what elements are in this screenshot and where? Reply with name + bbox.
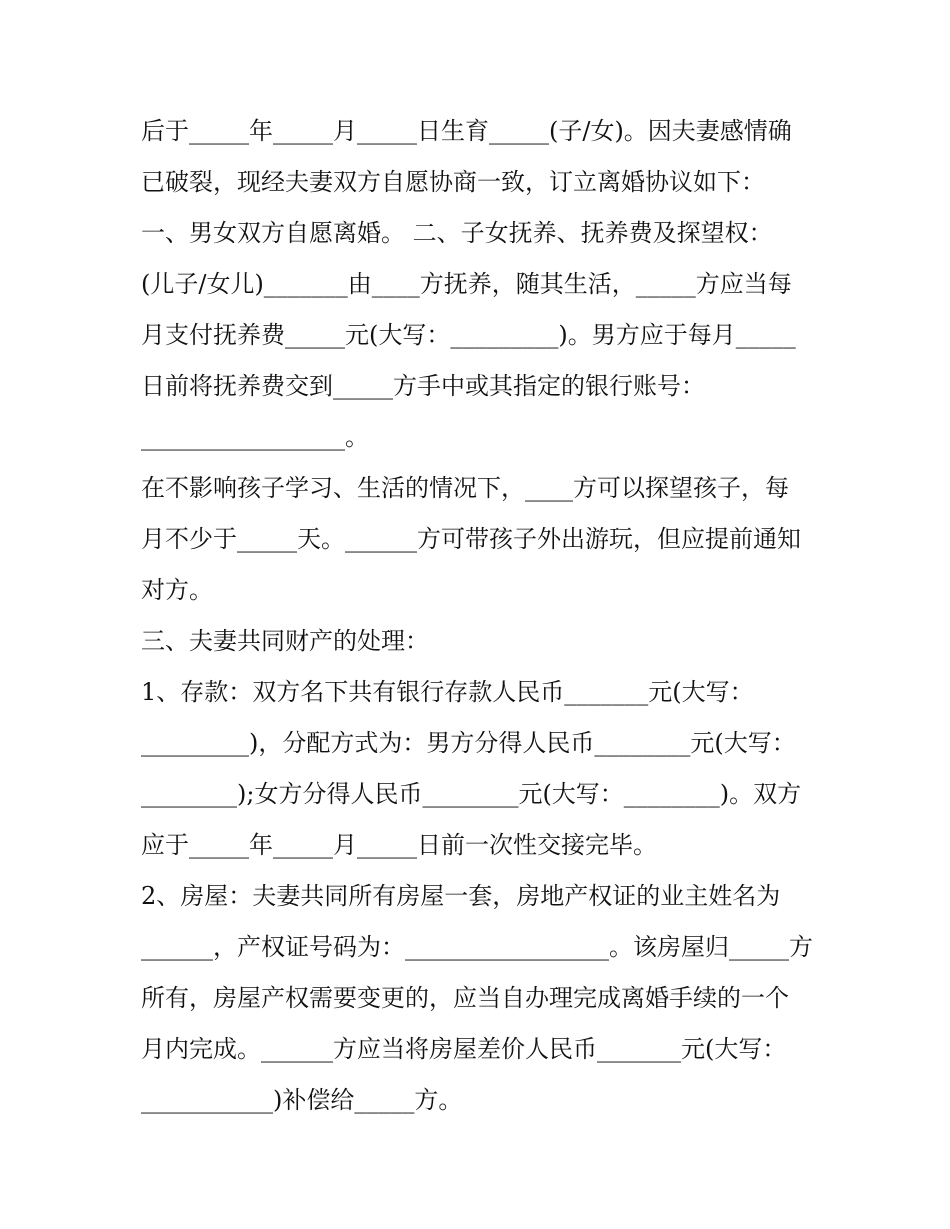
text-line: 应于_____年_____月_____日前一次性交接完毕。 <box>141 831 657 859</box>
text-line: 后于_____年_____月_____日生育_____(子/女)。因夫妻感情确 <box>141 117 792 145</box>
text-line: 已破裂，现经夫妻双方自愿协商一致，订立离婚协议如下： <box>141 168 765 196</box>
text-line: ___________)补偿给_____方。 <box>141 1086 463 1114</box>
text-line: _________)，分配方式为：男方分得人民币________元(大写： <box>141 729 796 757</box>
text-line: ______，产权证号码为：_________________。该房屋归_____方 <box>141 933 813 961</box>
text-line: 月支付抚养费_____元(大写：_________)。男方应于每月_____ <box>141 321 796 349</box>
text-line: 日前将抚养费交到_____方手中或其指定的银行账号： <box>141 372 705 400</box>
text-line: 一、男女双方自愿离婚。 二、子女抚养、抚养费及探望权： <box>141 219 773 247</box>
text-line: 在不影响孩子学习、生活的情况下，____方可以探望孩子，每 <box>141 474 789 502</box>
text-line: 所有，房屋产权需要变更的，应当自办理完成离婚手续的一个 <box>141 984 789 1012</box>
text-line: ________);女方分得人民币________元(大写：________)。双方 <box>141 780 802 808</box>
text-line: (儿子/女儿)_______由____方抚养，随其生活，_____方应当每 <box>141 270 792 298</box>
text-line: 2、房屋：夫妻共同所有房屋一套，房地产权证的业主姓名为 <box>141 882 781 910</box>
agreement-body <box>141 106 821 1126</box>
section-heading: 三、夫妻共同财产的处理： <box>141 627 429 655</box>
text-line: 月不少于_____天。______方可带孩子外出游玩，但应提前通知 <box>141 525 801 553</box>
text-line: 月内完成。______方应当将房屋差价人民币_______元(大写： <box>141 1035 787 1063</box>
text-line: 对方。 <box>141 576 213 604</box>
text-line: 1、存款：双方名下共有银行存款人民币_______元(大写： <box>141 678 754 706</box>
text-line: _________________。 <box>141 423 369 451</box>
